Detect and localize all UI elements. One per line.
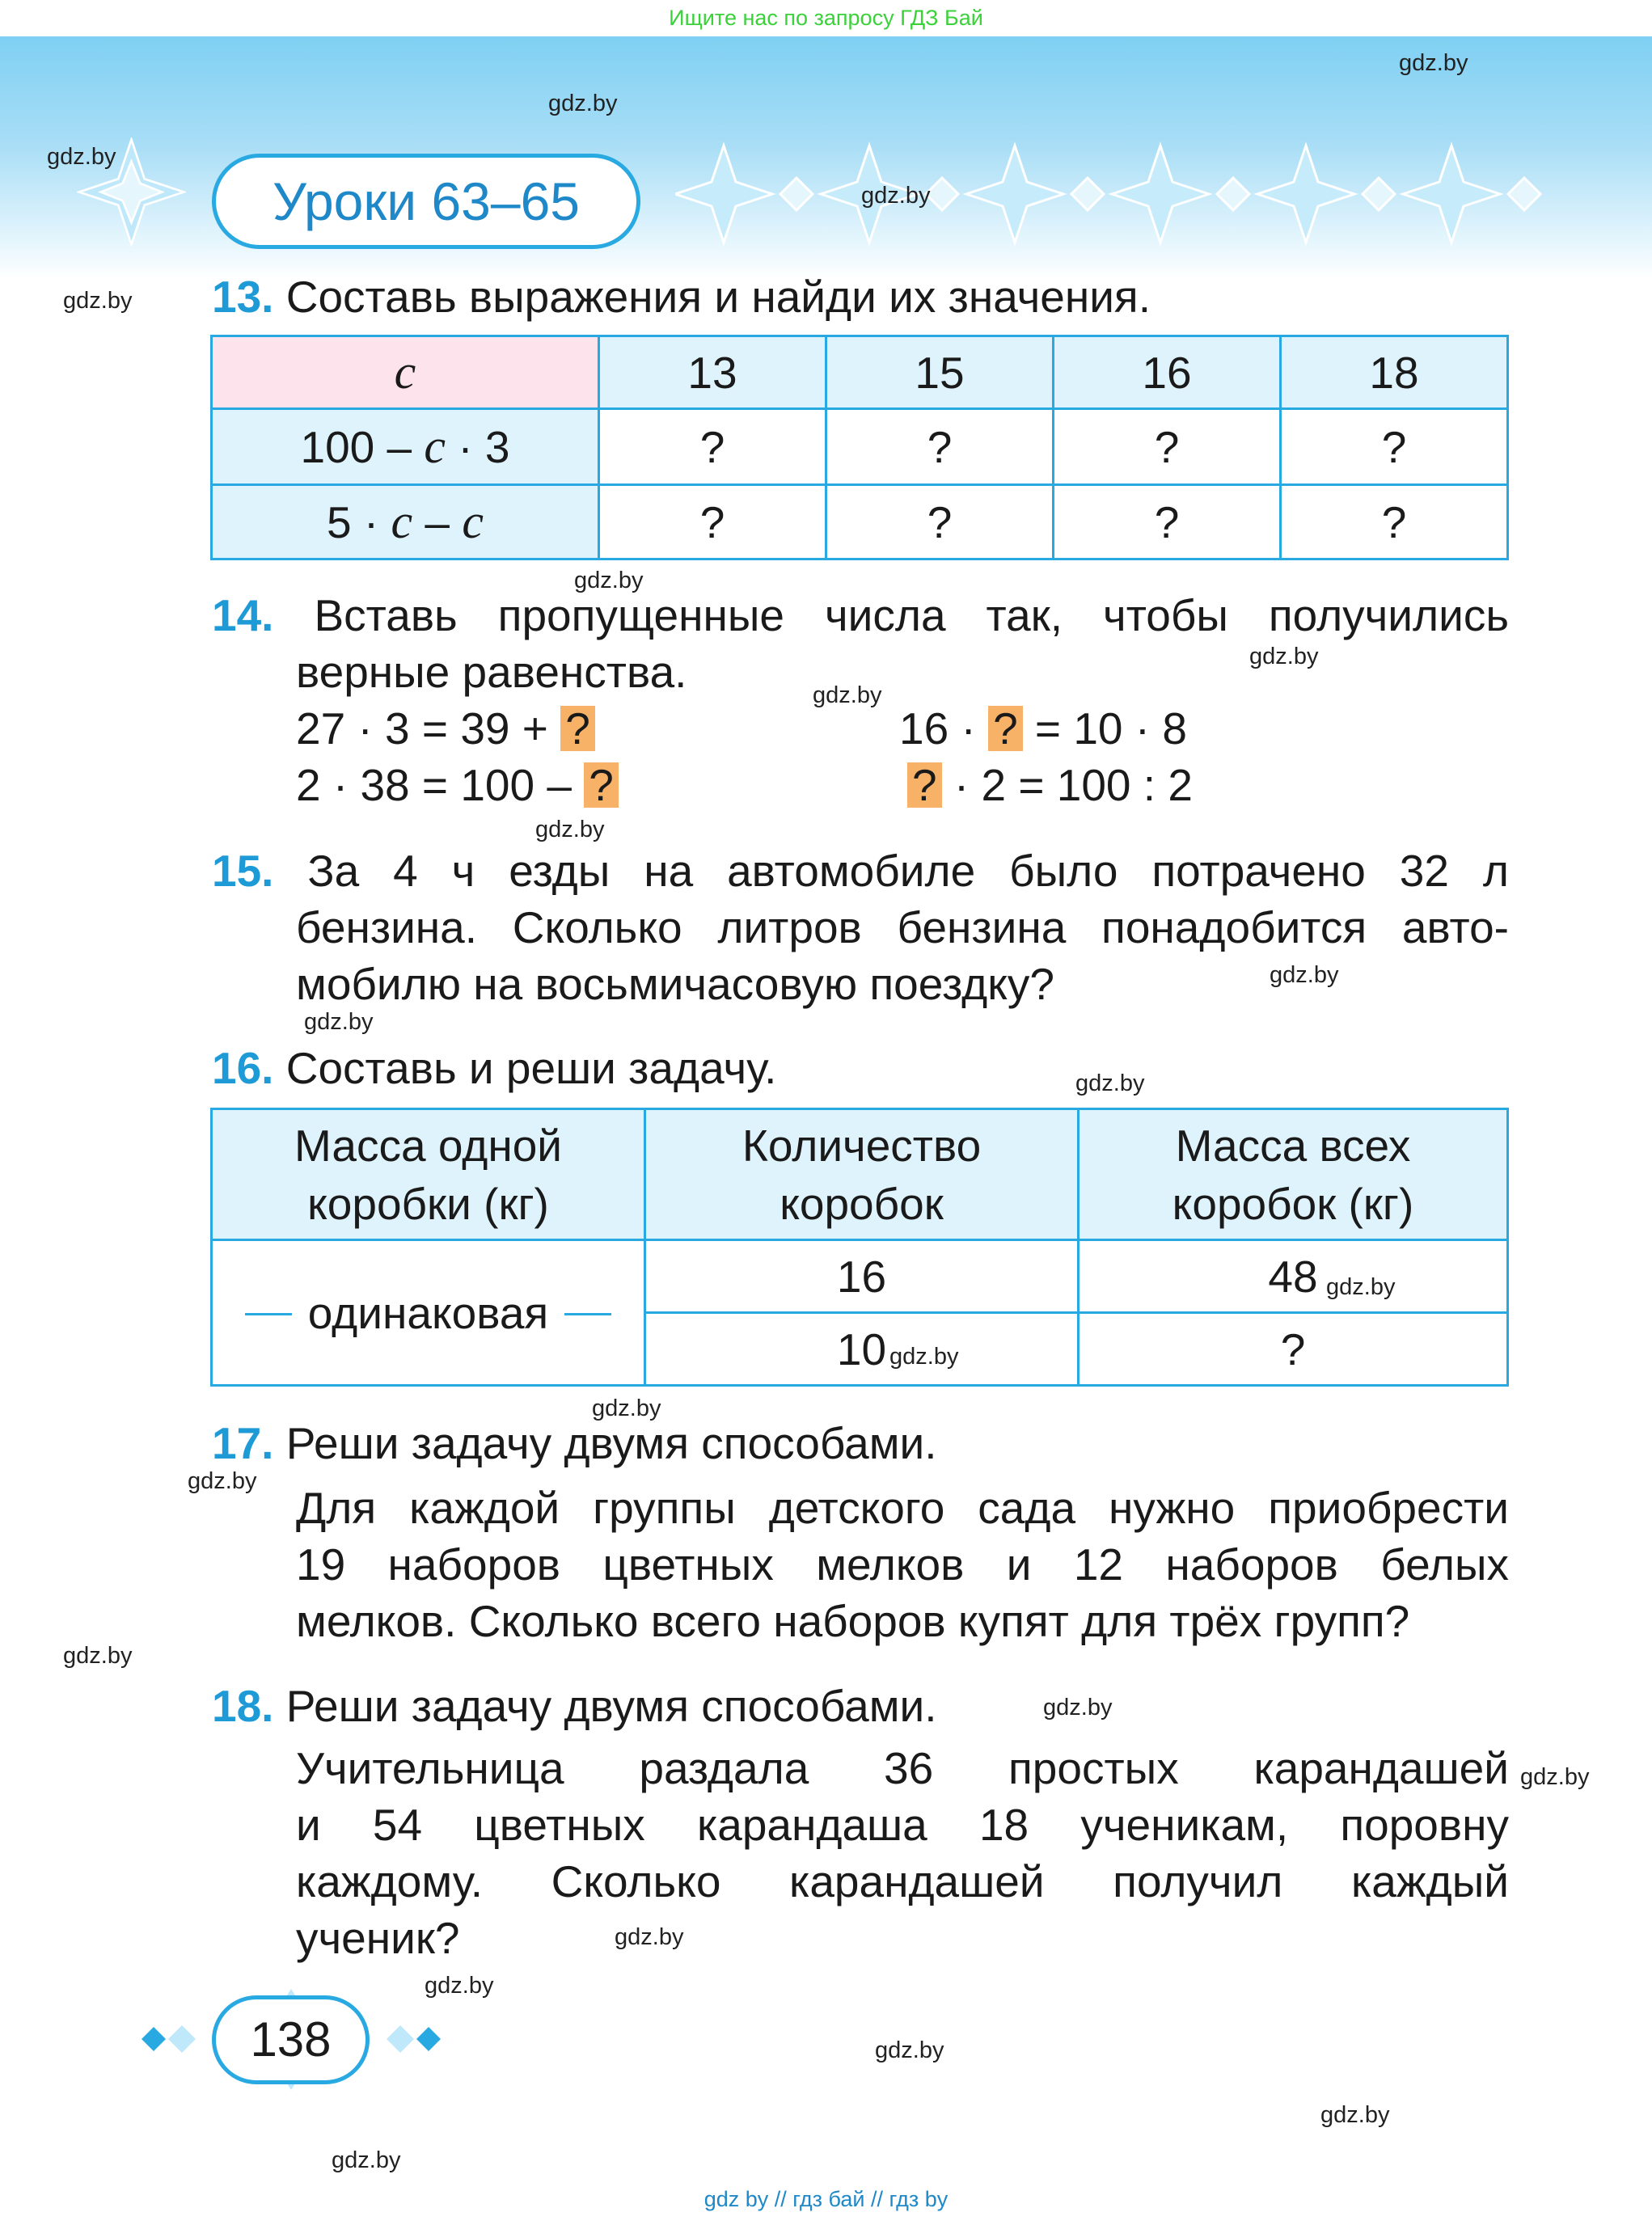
watermark: gdz.by <box>813 682 882 708</box>
answer-cell: ? <box>826 409 1054 485</box>
col-header: 13 <box>599 336 826 409</box>
watermark: gdz.by <box>1249 644 1319 669</box>
watermark: gdz.by <box>535 817 605 842</box>
watermark: gdz.by <box>1326 1274 1396 1300</box>
col-header: 15 <box>826 336 1054 409</box>
row-expression-2: 5 · c – c <box>212 485 599 559</box>
task-17-line: мелков. Сколько всего наборов купят для трёх групп? <box>296 1596 1410 1646</box>
col-header: 18 <box>1281 336 1508 409</box>
task-17-line: 19 наборов цветных мелков и 12 наборов белых <box>296 1539 1509 1590</box>
missing-number: ? <box>560 706 595 751</box>
watermark: gdz.by <box>1270 962 1339 988</box>
watermark: gdz.by <box>861 183 931 209</box>
col-header: 16 <box>1054 336 1281 409</box>
header-count: Количество коробок <box>645 1109 1079 1240</box>
watermark: gdz.by <box>548 91 618 116</box>
task-18-line: Учительница раздала 36 простых карандашей <box>296 1743 1509 1793</box>
answer-cell: ? <box>1079 1313 1508 1386</box>
task-number: 13. <box>212 272 274 322</box>
row-expression-1: 100 – c · 3 <box>212 409 599 485</box>
equation-2: 2 · 38 = 100 – ? <box>296 757 619 813</box>
missing-number: ? <box>988 706 1023 751</box>
task-15-line: бензина. Сколько литров бензина понадобится авто- <box>296 902 1509 952</box>
same-mass-cell: одинаковая <box>212 1240 645 1386</box>
answer-cell: ? <box>1281 485 1508 559</box>
watermark: gdz.by <box>188 1468 257 1494</box>
watermark: gdz.by <box>1075 1070 1145 1096</box>
answer-cell: ? <box>826 485 1054 559</box>
watermark: gdz.by <box>47 144 116 170</box>
watermark: gdz.by <box>332 2147 401 2173</box>
lesson-title: Уроки 63–65 <box>212 154 640 249</box>
answer-cell: ? <box>599 409 826 485</box>
equation-4: ? · 2 = 100 : 2 <box>907 757 1193 813</box>
watermark: gdz.by <box>1320 2102 1390 2128</box>
task-18-title: 18. Реши задачу двумя способами. <box>212 1681 937 1731</box>
answer-cell: ? <box>1281 409 1508 485</box>
task-18-line: и 54 цветных карандаша 18 ученикам, поровну <box>296 1800 1509 1850</box>
task-14-line: 14. Вставь пропущенные числа так, чтобы получились <box>212 590 1510 640</box>
watermark: gdz.by <box>425 1973 494 1999</box>
task-16-title: 16. Составь и реши задачу. <box>212 1043 777 1093</box>
ornament-row-icon <box>675 141 1581 247</box>
task-14-line: верные равенства. <box>296 647 687 697</box>
watermark: gdz.by <box>304 1009 374 1035</box>
task-18-line: каждому. Сколько карандашей получил каждый <box>296 1856 1509 1906</box>
watermark: gdz.by <box>63 288 133 314</box>
total-cell: 48 <box>1079 1240 1508 1313</box>
task-13-table <box>210 335 1509 560</box>
answer-cell: ? <box>1054 409 1281 485</box>
watermark: gdz.by <box>592 1395 661 1421</box>
missing-number: ? <box>584 762 619 808</box>
task-15-line: мобилю на восьмичасовую поездку? <box>296 959 1054 1009</box>
top-banner: Ищите нас по запросу ГДЗ Бай <box>669 6 983 30</box>
task-18-line: ученик? <box>296 1913 460 1963</box>
watermark: gdz.by <box>889 1344 959 1370</box>
task-16-table <box>210 1108 1509 1387</box>
answer-cell: ? <box>1054 485 1281 559</box>
equation-3: 16 · ? = 10 · 8 <box>899 703 1187 754</box>
task-15-line: 15. За 4 ч езды на автомобиле было потрачено 32 л <box>212 846 1510 896</box>
count-cell: 16 <box>645 1240 1079 1313</box>
equation-1: 27 · 3 = 39 + ? <box>296 700 595 757</box>
page-number: 138 <box>212 1995 370 2084</box>
task-17-title: 17. Реши задачу двумя способами. <box>212 1418 937 1468</box>
watermark: gdz.by <box>63 1643 133 1669</box>
watermark: gdz.by <box>574 568 644 593</box>
var-header: c <box>212 336 599 409</box>
watermark: gdz.by <box>875 2037 944 2063</box>
watermark: gdz.by <box>1399 50 1468 76</box>
watermark: gdz.by <box>1043 1695 1113 1720</box>
task-17-line: Для каждой группы детского сада нужно приобрести <box>296 1483 1509 1533</box>
count-cell: 10 <box>645 1313 1079 1386</box>
answer-cell: ? <box>599 485 826 559</box>
footer-links: gdz by // гдз бай // гдз by <box>703 2187 949 2211</box>
missing-number: ? <box>907 762 942 808</box>
header-mass-one: Масса одной коробки (кг) <box>212 1109 645 1240</box>
header-mass-all: Масса всех коробок (кг) <box>1079 1109 1508 1240</box>
task-13-title <box>212 268 1151 325</box>
watermark: gdz.by <box>615 1924 684 1950</box>
watermark: gdz.by <box>1520 1764 1590 1790</box>
task-text: Составь выражения и найди их значения. <box>285 272 1151 322</box>
